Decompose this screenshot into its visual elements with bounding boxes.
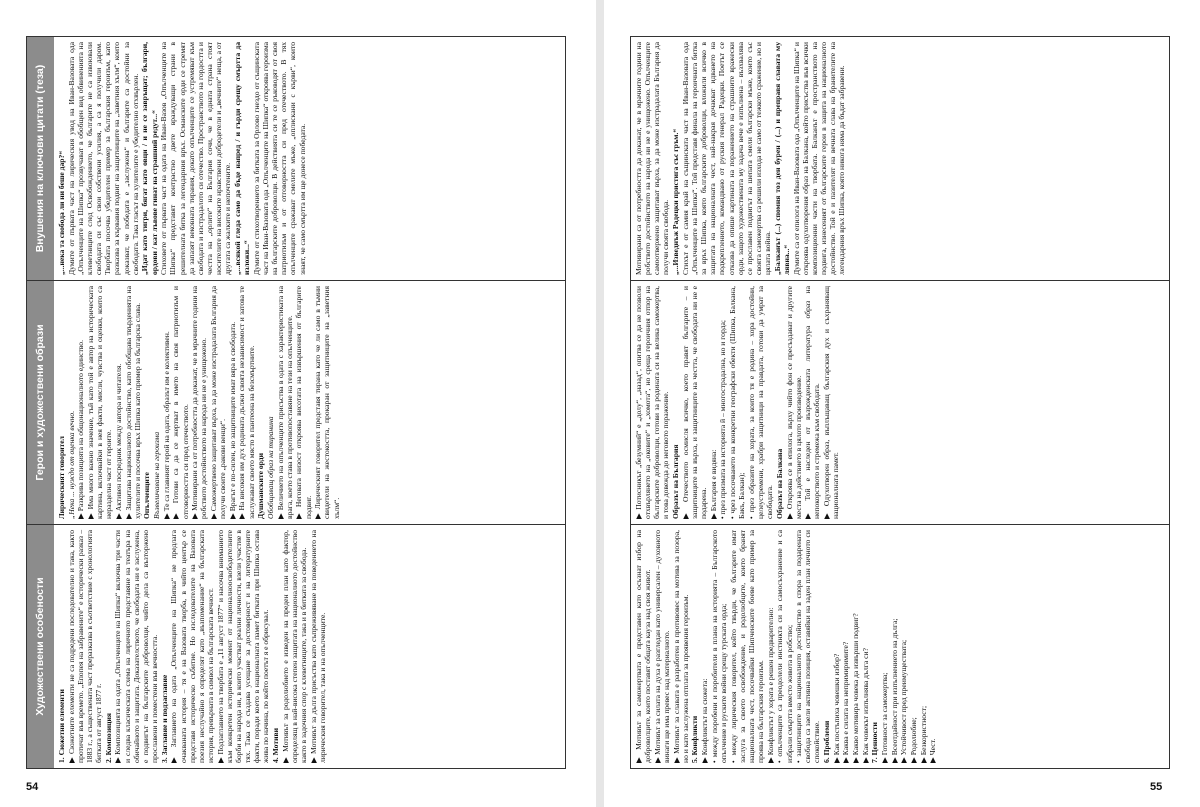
body-paragraph: Думите от първата част на лирическия увод на Иван-Вазовата ода „Опълченците на Шипка“ прозвучават в обобщен вид обвиненията на клеветниците след Освобождението, че българите не са извоювали свободата си със свои собствени усилия, а са я получили даром. Творбата посочва убедителен пример за българския героизъм, като разказва за кървавия подвиг на защитниците на „заветния хълм“, които доказват, че победата е „заслужена“ и българите са достойни за свободата. Така гласът на хулителите е убедително отхвърлен. bbox=[66, 42, 140, 275]
header-key-quotes: Внушения на ключови цитати (теза) bbox=[27, 37, 54, 280]
body-paragraph: ▶ Готовност за саможертва; bbox=[880, 672, 890, 763]
body-paragraph: ▶ Мотивирани са от потребността да докажат, че в мрачните години на робството достойнството на народа ни не е унищожено. bbox=[190, 286, 209, 519]
epigraph-text: Възвеличаване на героизма bbox=[152, 431, 162, 519]
body-paragraph: ▶ На високия им дух родината дължи своята независимост и затова те заслужават своето място в пантеона на безсмъртните. bbox=[237, 286, 256, 519]
right-col-characters bbox=[631, 280, 1169, 524]
body-paragraph: ▶ Композицията на одата „Опълченците на Шипка“ включва три части и следва класическата схема на лиричното представяне на театъра на обичайното и защитата. Доказателството, че свободата ни е заслужена, е подвигът на българските доброволци, чийто дела са възторжено прославени и поместени във вечността. bbox=[113, 530, 160, 763]
body-paragraph: ▶ Величието на опълченците присъства в одата с характеристиката на врага, което става в противопоставяне на тези на опълченците. bbox=[275, 286, 294, 519]
body-paragraph: ▶ Лирическият говорител представя тирана като че ли само в тъмни свидетели на жестокостта, прокаран от защитниците на „заветния хълм“. bbox=[313, 286, 341, 519]
section-heading: Образът на Балкана bbox=[774, 448, 784, 519]
body-paragraph: ▶ Родолюбие; bbox=[909, 717, 919, 763]
right-col-key-quotes bbox=[631, 37, 1169, 280]
body-paragraph: ▶ Чест. bbox=[928, 738, 938, 763]
page-number-right: 55 bbox=[1150, 781, 1163, 793]
section-heading: Лирическият говорител bbox=[57, 436, 66, 519]
table-header-row bbox=[27, 37, 54, 768]
body-paragraph: • през призмата на историята й – многострадална, но и горда; bbox=[718, 319, 728, 519]
body-paragraph: Стихът е от самия край на същинската част на Иван-Вазовата ода „Опълченците на Шипка“. Той представя финала на героичната битка за връх Шипка, която българските доброволци, вложили всичко в защитата на националната чест, най-накрая дочакват идването на подкреплението, командвано от руския генерал Радецки. Поетът се отказва да опише картината на поражението на страшните вражески орди, защото художествената му задача вече е изпълнена – възхвалява се прославен подвигът на шепата смели български мъже, които със своята саможертва са решили изхода не само от тежкото сражение, но и цялата война. bbox=[680, 42, 773, 275]
section-heading: Душманските орди bbox=[256, 453, 266, 519]
body-paragraph: ▶ Готови са да се жертват в името на своя патриотизъм и отговорността си пред отечеството. bbox=[171, 286, 190, 519]
body-paragraph: ▶ Неговата низост откроява висотата на извършения от българите подвиг. bbox=[294, 286, 313, 519]
body-paragraph: ▶ Мотивът за саможертвата е представен като осъзнат избор на доброволците, които поставят общата кауза над своя живот. bbox=[634, 530, 653, 763]
section-heading: 6. Проблеми bbox=[822, 720, 832, 763]
section-heading: „...всякой гледа само да бъде напред / и гърди срещу смъртта да изложи...“ bbox=[232, 42, 252, 275]
body-paragraph: ▶ Безкористност; bbox=[918, 705, 928, 763]
body-paragraph: ▶ Заглавието на одата „Опълченците на Шипка“ не предлага очакваната история – тя е на Вазовата творба, в чийто център се представя историческо събитие. Но изследователите на Вазовата поезия неслучайно я определят като „възпоменание“ на българската история, превърната в символ на българската вечност. bbox=[169, 530, 215, 763]
header-characters: Герои и художествени образи bbox=[27, 280, 54, 524]
left-col-key-quotes bbox=[54, 37, 565, 280]
body-paragraph: ▶ Врагът е по-силен, но защитниците имат вяра в свободата. bbox=[227, 321, 237, 519]
section-heading: Опълченците bbox=[142, 472, 152, 519]
section-heading: „Идат като тигри, бягат като овци / и не се завръщат; българи, ордови / кат лъвове гинат на страшний редут...“ bbox=[140, 42, 159, 275]
body-paragraph: ▶ Какво мотивира човека да извърши подвиг? bbox=[851, 613, 861, 763]
body-paragraph: ▶ Подзаглавието на творбата е „11 август 1877“ и насочва вниманието към конкретен исторически момент от националноосвободителните борби на народа ни, в които участват реални личности, взели участие в тях. Така се създава усещане за достоверност и на литературните факти, поради което в националната памет битката при Шипка остава жива по начина, по който поетът я е обрисувал. bbox=[215, 530, 271, 763]
body-paragraph: Мотивирани са от потребността да докажат, че в мрачните години на робството достойнството на народа ни не е унищожено. Опълченците самоотвержено защитават върха, за да може изстрадалата България да получи своята свобода. bbox=[634, 42, 671, 275]
body-paragraph: ▶ Одухотворен образ, въплъщаващ българския дух и съхраняващ националната памет. bbox=[822, 286, 841, 519]
left-col-characters bbox=[54, 280, 565, 524]
body-paragraph: ▶ Конфликтът у хората е решен предварително: bbox=[765, 607, 775, 763]
section-heading: „Балканът (...) спомня тоз ден бурен / (...) и преправя славата му лявна...“ bbox=[772, 42, 791, 275]
page-number-left: 54 bbox=[26, 781, 39, 793]
epigraph-text: „Нека ... нуждо от оценка вечно. bbox=[66, 410, 76, 519]
body-paragraph: ▶ Мотивът за дълга присъства като съпреживяване на поведението на лирическия говорител, така и на опълченците. bbox=[308, 530, 327, 763]
header-artistic-features: Художествени особености bbox=[27, 524, 54, 768]
body-paragraph: ▶ Саможертвено защитават върха, за да може изстрадалата България да получи своите „ракови венци“. bbox=[209, 286, 228, 519]
body-paragraph: ▶ Те са главният герой на одата, образът им е колективен. bbox=[161, 331, 171, 519]
body-paragraph: ▶ Разкрива позицията на общонационалното единство. bbox=[76, 339, 86, 519]
body-paragraph: ▶ Всеотдайност при изпълнението на дълга; bbox=[889, 618, 899, 763]
body-paragraph: Стиховете от първата част на одата на Иван-Вазов „Опълченците на Шипка“ представят контрастно двете враждуващи страни в решителната битка за легендарния връх. Османските орди се стремят да запазят вековната тирания, докато опълченците се устремяват към свободата и изстрадалото си отечество. Пространството на гордостта и честта на „орлите“ на България сочи, че в едната страна стоят носителите на високите нравствени добродетели и „вечните“ неща, а от другата са жалките и непочтените. bbox=[159, 42, 233, 275]
body-paragraph: ▶ Устойчивост пред преимуществата; bbox=[899, 639, 909, 763]
body-paragraph: • чрез посочването на конкретни географски обекти (Шипка, Балкана, Бакъ, Балкан); bbox=[728, 286, 747, 519]
analysis-table-left bbox=[26, 36, 566, 769]
left-page-content bbox=[26, 36, 566, 769]
body-paragraph: Думите от стихотворението за битката за Орлово гнездо от същинската част на Иван-Вазовата ода „Опълченците на Шипка“ откроява героизма на българските доброволци. В действията си те се ръководят от своя патриотизъм и от отговорността си пред отечеството. В тях опълченците сражават смелите мъже, „оплискани с кърви“, които знаят, че само смъртта им ще донесе победата. bbox=[251, 42, 307, 275]
body-paragraph: ▶ Той е наследен от възрожденската литература образ на непокорството и стремежа към свободата. bbox=[803, 286, 822, 519]
body-paragraph: • защитниците на националното достойнство в спора за подарената свобода са заели активна позиция, оставяйки на заден план личното си спокойствие. bbox=[794, 530, 822, 763]
section-heading: 1. Сюжетни елементи bbox=[57, 689, 66, 763]
section-heading: 2. Композиция bbox=[103, 712, 113, 763]
section-heading: 3. Заглавие и подзаглавие bbox=[159, 674, 169, 763]
section-heading: „...нека та свобода ли ни беше дар?“ bbox=[57, 150, 66, 275]
body-paragraph: ▶ Мотивът за родолюбието е изведен на преден план като фактор, определящ в най-висока степен защитата на националното достойнство както в задочния спор с клеветниците, така и в битката за свобода. bbox=[280, 530, 309, 763]
left-page bbox=[0, 0, 596, 807]
analysis-table-right bbox=[630, 36, 1170, 769]
body-paragraph: ▶ Потисникът „безумний“ е „долу“, „назад“, опитва се да не позволи отхвърлянето на „оковите“ и „хомота“, но среща героичния отпор на българските доброволци, готови за родината си на велика саможертва, и това довежда до неговото поражение. bbox=[634, 286, 671, 519]
left-col-artistic-features bbox=[54, 524, 565, 768]
body-paragraph: ▶ Как човекът изпълнява дълга си? bbox=[860, 648, 870, 763]
right-col-artistic-features bbox=[631, 524, 1169, 768]
body-paragraph: • между поробени и поробители в плана на историята – Българското опълчение и руските войни срещу турската орда; bbox=[709, 530, 728, 763]
body-paragraph: Думите са от епилога на Иван-Вазовата ода „Опълченците на Шипка“ и откроява одухотворения образ на Балкана, който присъства във всички композиционни части на творбата. Балканът е пространството на подвига, изнесеният от българските герои в защита на националното достойнство. Той е и пазителят на вечната слава на бранителите на легендарния връх Шипка, която никога няма да бъдат забравени. bbox=[791, 42, 847, 275]
section-heading: Образът на България bbox=[671, 444, 681, 519]
body-paragraph: • през образите на хората, за които тя е родина – хора достойни, целеустремени, храбри защитници на правдата, готови да умрат за свободата. bbox=[746, 286, 775, 519]
right-page bbox=[604, 0, 1200, 807]
body-paragraph: ▶ Отечеството осмисля всичко, което правят българите – и защитниците на върха, и защитниците на честта, че свободата ни не е подарена. bbox=[680, 286, 709, 519]
body-paragraph: ▶ Как постъпиха човешки избор? bbox=[831, 653, 841, 763]
body-paragraph: ▶ Мотивът за славата е разработен в противовес на мотива за позора, но и като заслужена отплата за проявения героизъм. bbox=[671, 530, 690, 763]
body-paragraph: • опълченците са преодолели инстинкта си за самосъхранение и са избрали смъртта вместо живота в робство; bbox=[775, 530, 794, 763]
right-page-content bbox=[630, 36, 1170, 769]
body-paragraph: • между лирическия говорител, който твърди, че българите имат заслуга за своето освобождение, и родолюбците, които бранят националната чест, посочвайки Шипченските боеве като пример за проява на българския героизъм. bbox=[728, 530, 766, 763]
page-gutter bbox=[596, 0, 604, 807]
body-paragraph: ▶ Мотивът за силата на духа е разгледан като универсален – духовното винаги ще има превес над материалното. bbox=[652, 530, 671, 763]
section-heading: „...Изведнъж Радецки пристига със гръм.“ bbox=[671, 128, 681, 275]
section-heading: 5. Конфликти bbox=[690, 715, 700, 763]
section-heading: 7. Ценности bbox=[870, 722, 880, 763]
body-paragraph: ▶ Активен посредник между автора и читателя. bbox=[113, 363, 123, 519]
body-paragraph: ▶ Каква е силата на непримиримите? bbox=[841, 641, 851, 763]
body-paragraph: ▶ Защитава националното достойнство, като обобщава твърденията на хулителите и посочва връх Шипка като пример за българска слава. bbox=[123, 286, 142, 519]
body-paragraph: ▶ Има много важно значение, тъй като той е автор на историческата картина, включвайки в нея факти, мисли, чувства и оценки, които са неразделна част от героите. bbox=[85, 286, 114, 519]
epigraph-text: Обобщаващ образ на тиранина bbox=[265, 416, 275, 519]
body-paragraph: ▶ Конфликтът на сюжета: bbox=[700, 678, 710, 763]
body-paragraph: ▶ България е видяна: bbox=[708, 449, 718, 519]
body-paragraph: ▶ Сюжетните елементи не са подредени последователно и така, както протичат във времето. „Епопея на забравените“ е исторически разказ – 1883 г., а съществената част преразказва в съответствие с хронологията битката от август 1877 г. bbox=[66, 530, 104, 763]
section-heading: 4. Мотиви bbox=[271, 728, 281, 763]
body-paragraph: ▶ Откроява се в епилога, върху чийто фон се пресъздават и другите места на действието в цялото произведение. bbox=[784, 286, 803, 519]
